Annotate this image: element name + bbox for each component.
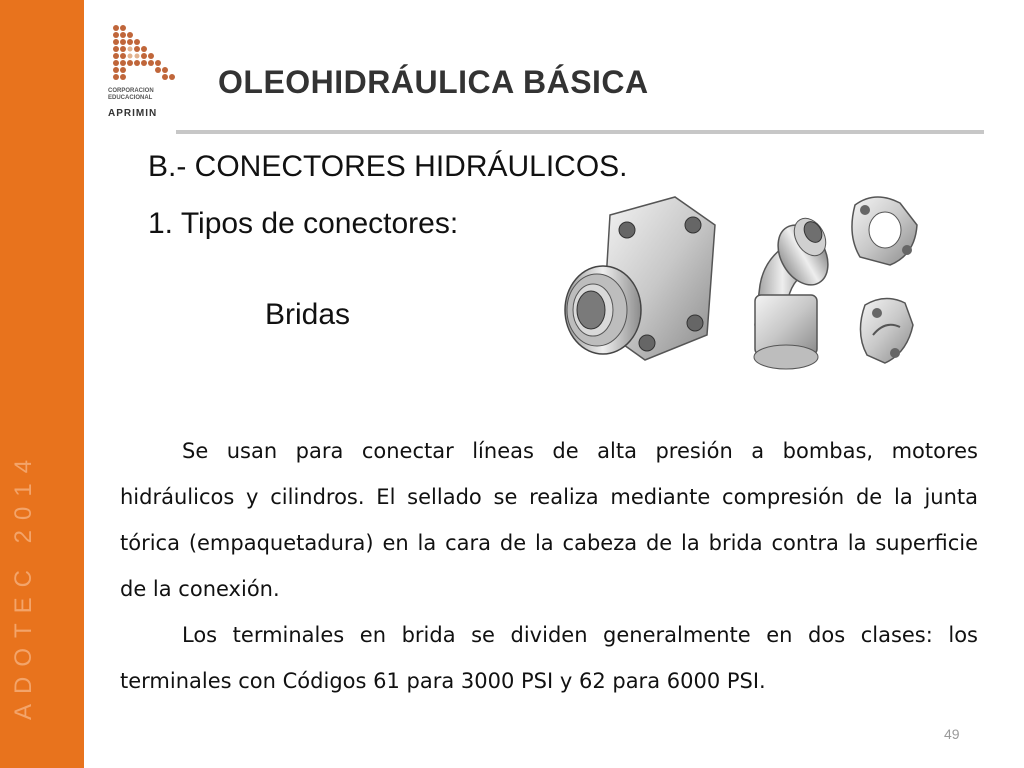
logo-line-2: EDUCACIONAL (108, 95, 153, 101)
subsection-title: 1. Tipos de conectores: (148, 207, 459, 240)
page-title: OLEOHIDRÁULICA BÁSICA (218, 64, 649, 100)
split-flange-bottom-icon (860, 298, 913, 363)
square-flange-icon (565, 197, 715, 360)
flange-illustrations (555, 185, 925, 395)
logo-brand: APRIMIN (108, 108, 158, 119)
logo-line-1: CORPORACION (108, 88, 154, 94)
body-text (120, 428, 978, 704)
aprimin-logo-icon (108, 22, 178, 118)
orange-sidebar (0, 0, 84, 768)
split-flange-top-icon (852, 197, 917, 265)
section-title: B.- CONECTORES HIDRÁULICOS. (148, 150, 628, 183)
elbow-fitting-icon (754, 213, 838, 369)
item-label: Bridas (265, 298, 351, 331)
page-number: 49 (944, 726, 960, 742)
logo-caption (108, 88, 178, 102)
sidebar-vertical-text: ADOTEC 2014 (10, 449, 37, 720)
paragraph-2: Los terminales en brida se dividen generalmente en dos clases: los terminales con Códigos 61 para 3000 PSI y 62 para 6000 PSI. (120, 623, 978, 693)
paragraph-1: Se usan para conectar líneas de alta presión a bombas, motores hidráulicos y cilindros. El sellado se realiza mediante compresión de la junta tórica (empaquetadura) en la cara de la cabeza de la brida contra la superficie de la conexión. (120, 439, 978, 601)
header-divider (176, 130, 984, 134)
